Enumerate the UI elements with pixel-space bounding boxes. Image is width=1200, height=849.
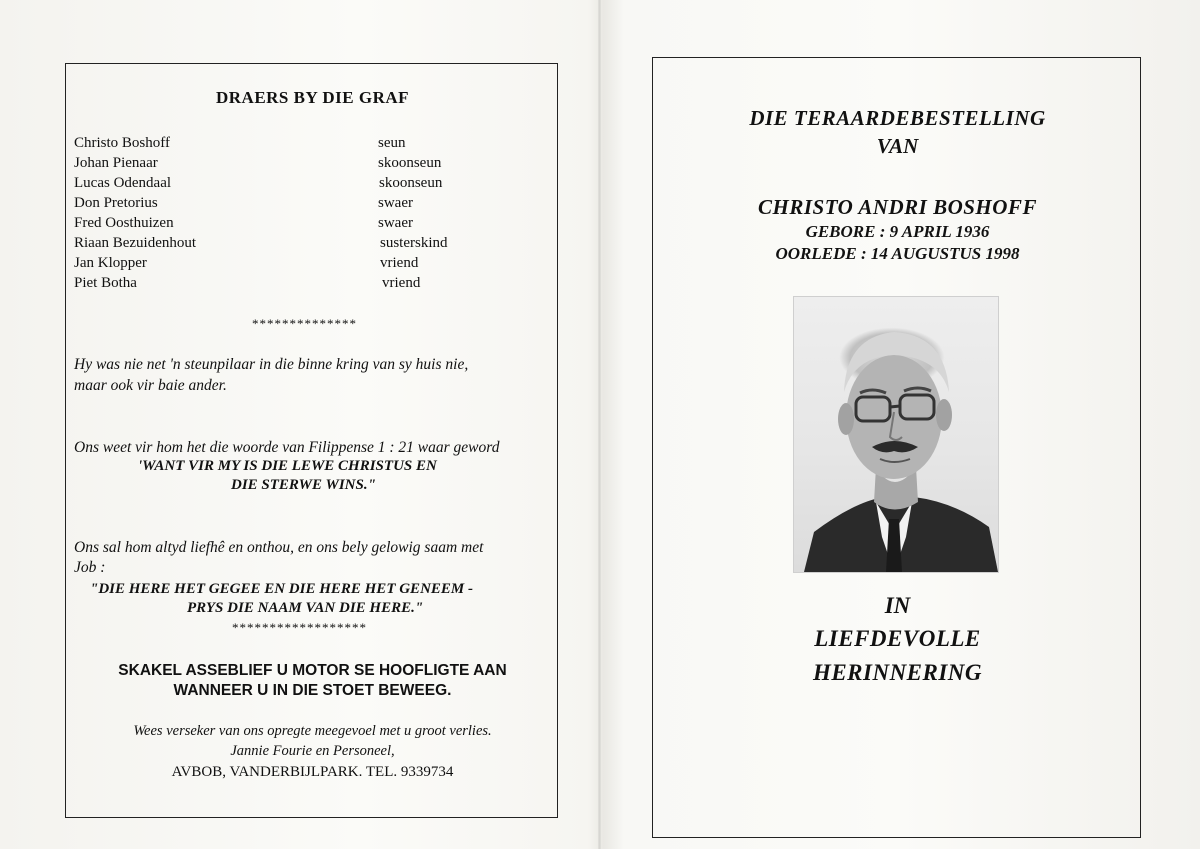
birth-date: GEBORE : 9 APRIL 1936 [805, 222, 990, 241]
bearer-name: Fred Oosthuizen [74, 215, 174, 231]
bearers-title: DRAERS BY DIE GRAF [215, 88, 410, 107]
bearer-relation: vriend [382, 275, 421, 291]
undertaker-name: Jannie Fourie en Personeel, [230, 743, 395, 759]
remembrance-text: Ons sal hom altyd liefhê en onthou, en ons bely gelowig saam met [74, 539, 484, 556]
scripture-quote: DIE STERWE WINS." [231, 477, 376, 493]
closing-line: LIEFDEVOLLE [814, 626, 981, 651]
bearer-relation: vriend [380, 255, 419, 271]
job-quote: "DIE HERE HET GEGEE EN DIE HERE HET GENEEM - [90, 581, 473, 597]
headlights-notice: WANNEER U IN DIE STOET BEWEEG. [173, 682, 452, 699]
portrait-photo [793, 296, 999, 573]
bearer-relation: swaer [378, 215, 413, 231]
bearer-name: Lucas Odendaal [74, 175, 172, 191]
bearer-relation: swaer [378, 195, 413, 211]
scripture-intro: Ons weet vir hom het die woorde van Filippense 1 : 21 waar geword [74, 439, 500, 456]
tribute-text: Hy was nie net 'n steunpilaar in die binne kring van sy huis nie, [74, 356, 469, 373]
scripture-quote: 'WANT VIR MY IS DIE LEWE CHRISTUS EN [138, 458, 437, 474]
bearer-relation: seun [378, 135, 406, 151]
deceased-name: CHRISTO ANDRI BOSHOFF [758, 195, 1037, 219]
page-fold [598, 0, 601, 849]
bearer-name: Piet Botha [74, 275, 137, 291]
job-quote: PRYS DIE NAAM VAN DIE HERE." [187, 600, 424, 616]
closing-line: HERINNERING [812, 660, 983, 685]
bearer-name: Riaan Bezuidenhout [74, 235, 197, 251]
title-line: VAN [876, 134, 919, 158]
headlights-notice: SKAKEL ASSEBLIEF U MOTOR SE HOOFLIGTE AAN [118, 662, 507, 679]
star-divider: ****************** [232, 620, 367, 635]
bearer-name: Jan Klopper [74, 255, 147, 271]
condolence-text: Wees verseker van ons opregte meegevoel met u groot verlies. [133, 723, 492, 739]
title-line: DIE TERAARDEBESTELLING [749, 106, 1046, 130]
tribute-text: maar ook vir baie ander. [74, 377, 227, 394]
bearer-relation: susterskind [380, 235, 448, 251]
death-date: OORLEDE : 14 AUGUSTUS 1998 [775, 244, 1020, 263]
bearer-name: Don Pretorius [74, 195, 158, 211]
bearer-name: Johan Pienaar [74, 155, 158, 171]
left-page-frame [65, 63, 558, 818]
bearer-relation: skoonseun [379, 175, 443, 191]
bearer-relation: skoonseun [378, 155, 442, 171]
star-divider: ************** [252, 316, 357, 331]
right-page-frame [652, 57, 1141, 838]
undertaker-contact: AVBOB, VANDERBIJLPARK. TEL. 9339734 [171, 764, 454, 780]
portrait-illustration [794, 297, 998, 572]
remembrance-text: Job : [74, 559, 106, 576]
bearer-name: Christo Boshoff [74, 135, 170, 151]
closing-line: IN [884, 593, 911, 618]
